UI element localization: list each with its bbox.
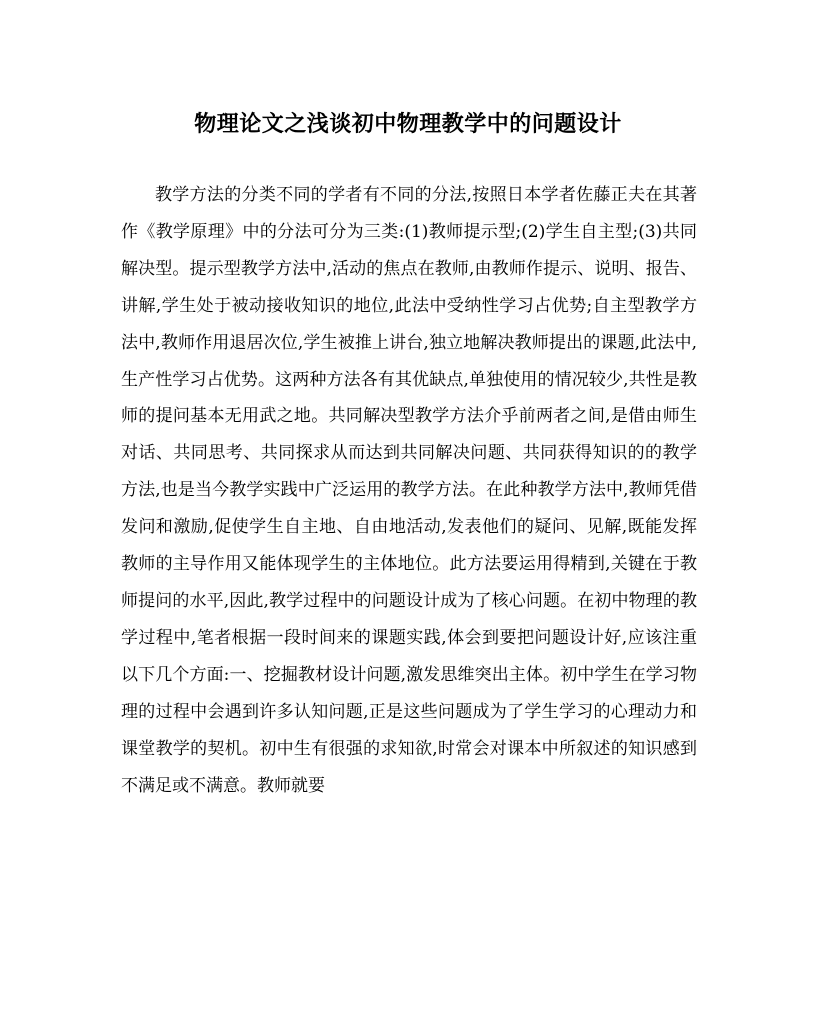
body-paragraph: 教学方法的分类不同的学者有不同的分法,按照日本学者佐藤正夫在其著作《教学原理》中的分法可分为三类:(1)教师提示型;(2)学生自主型;(3)共同解决型。提示型教学方法中,活动的焦点在教师,由教师作提示、说明、报告、讲解,学生处于被动接收知识的地位,此法中受纳性学习占优势;自主型教学方法中,教师作用退居次位,学生被推上讲台,独立地解决教师提出的课题,此法中,生产性学习占优势。这两种方法各有其优缺点,单独使用的情况较少,共性是教师的提问基本无用武之地。共同解决型教学方法介乎前两者之间,是借由师生对话、共同思考、共同探求从而达到共同解决问题、共同获得知识的的教学方法,也是当今教学实践中广泛运用的教学方法。在此种教学方法中,教师凭借发问和激励,促使学生自主地、自由地活动,发表他们的疑问、见解,既能发挥教师的主导作用又能体现学生的主体地位。此方法要运用得精到,关键在于教师提问的水平,因此,教学过程中的问题设计成为了核心问题。在初中物理的教学过程中,笔者根据一段时间来的课题实践,体会到要把问题设计好,应该注重以下几个方面:一、挖掘教材设计问题,激发思维突出主体。初中学生在学习物理的过程中会遇到许多认知问题,正是这些问题成为了学生学习的心理动力和课堂教学的契机。初中生有很强的求知欲,时常会对课本中所叙述的知识感到不满足或不满意。教师就要 <box>121 185 697 796</box>
document-title: 物理论文之浅谈初中物理教学中的问题设计 <box>194 111 622 137</box>
